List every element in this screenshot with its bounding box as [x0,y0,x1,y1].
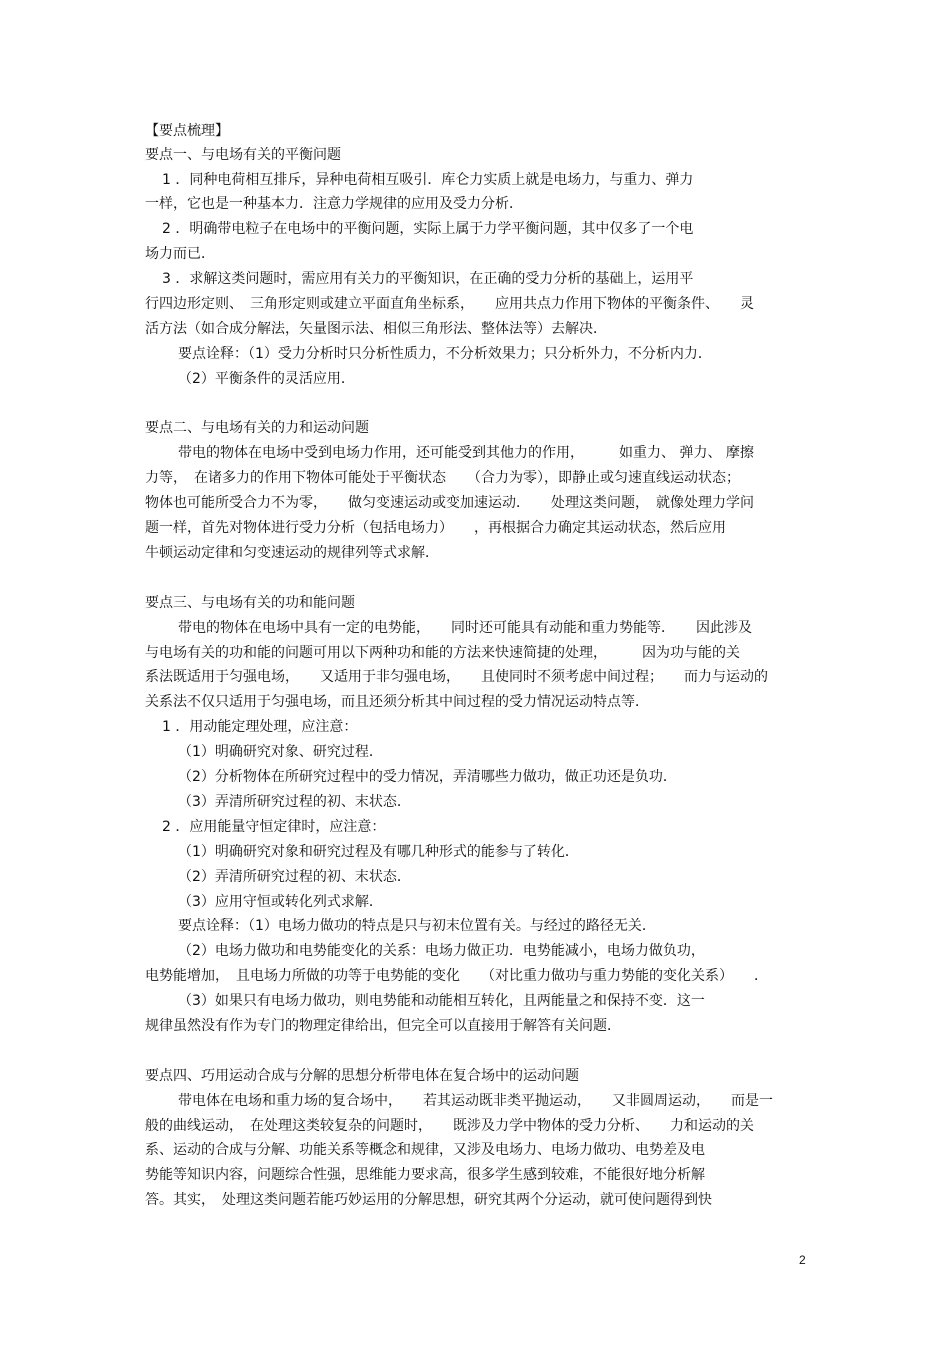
paragraph-line: 活方法（如合成分解法，矢量图示法、相似三角形法、整体法等）去解决． [145,321,607,337]
paragraph-line: 势能等知识内容，问题综合性强，思维能力要求高，很多学生感到较难，不能很好地分析解 [145,1167,705,1183]
paragraph-line: 2 ．明确带电粒子在电场中的平衡问题，实际上属于力学平衡问题，其中仅多了一个电 [162,221,694,237]
paragraph-line: 物体也可能所受合力不为零， 做匀变速运动或变加速运动． 处理这类问题， 就像处理力学问 [145,495,754,511]
paragraph-line: 牛顿运动定律和匀变速运动的规律列等式求解． [145,545,439,561]
list-item: （3）应用守恒或转化列式求解． [178,894,383,910]
section-heading-key-points: 【要点梳理】 [145,123,229,139]
list-item: （3）弄清所研究过程的初、末状态． [178,794,411,810]
note-line: （3）如果只有电场力做功，则电势能和动能相互转化，且两能量之和保持不变．这一 [178,993,705,1009]
paragraph-line: 力等， 在诸多力的作用下物体可能处于平衡状态 （合力为零），即静止或匀速直线运动状态； [145,470,740,486]
paragraph-line: 行四边形定则、 三角形定则或建立平面直角坐标系， 应用共点力作用下物体的平衡条件、 灵 [145,296,754,312]
note-line: （2）电场力做功和电势能变化的关系：电场力做正功．电势能减小，电场力做负功， [178,943,705,959]
heading-point-4: 要点四、巧用运动合成与分解的思想分析带电体在复合场中的运动问题 [145,1068,579,1084]
page-number: 2 [799,1253,806,1267]
paragraph-line: 系法既适用于匀强电场， 又适用于非匀强电场， 且使同时不须考虑中间过程； 而力与运动的 [145,669,768,685]
heading-point-1: 要点一、与电场有关的平衡问题 [145,147,341,163]
heading-point-3: 要点三、与电场有关的功和能问题 [145,595,355,611]
paragraph-line: 关系法不仅只适用于匀强电场，而且还须分析其中间过程的受力情况运动特点等． [145,694,649,710]
list-item: （1）明确研究对象和研究过程及有哪几种形式的能参与了转化． [178,844,579,860]
paragraph-line: 电势能增加， 且电场力所做的功等于电势能的变化 （对比重力做功与重力势能的变化关系） ． [145,968,768,984]
paragraph-line: 带电的物体在电场中受到电场力作用，还可能受到其他力的作用， 如重力、 弹力、 摩擦 [178,445,754,461]
list-item: （2）弄清所研究过程的初、末状态． [178,869,411,885]
note-line: 要点诠释：（1）电场力做功的特点是只与初末位置有关。与经过的路径无关． [178,918,656,934]
paragraph-line: 题一样，首先对物体进行受力分析（包括电场力） ，再根据合力确定其运动状态，然后应用 [145,520,726,536]
paragraph-line: 3 ．求解这类问题时，需应用有关力的平衡知识，在正确的受力分析的基础上，运用平 [162,271,694,287]
paragraph-line: 一样，它也是一种基本力．注意力学规律的应用及受力分析． [145,196,523,212]
list-item: （1）明确研究对象、研究过程． [178,744,383,760]
heading-point-2: 要点二、与电场有关的力和运动问题 [145,420,369,436]
paragraph-line: 带电的物体在电场中具有一定的电势能， 同时还可能具有动能和重力势能等． 因此涉及 [178,620,752,636]
list-item: 1 ．用动能定理处理，应注意： [162,719,358,735]
list-item: 2 ．应用能量守恒定律时，应注意： [162,819,386,835]
paragraph-line: 般的曲线运动， 在处理这类较复杂的问题时， 既涉及力学中物体的受力分析、 力和运动的关 [145,1118,754,1134]
paragraph-line: 系、运动的合成与分解、功能关系等概念和规律，又涉及电场力、电场力做功、电势差及电 [145,1142,705,1158]
note-line: 要点诠释：（1）受力分析时只分析性质力，不分析效果力；只分析外力，不分析内力． [178,346,712,362]
paragraph-line: 1 ．同种电荷相互排斥，异种电荷相互吸引．库仑力实质上就是电场力，与重力、弹力 [162,172,694,188]
list-item: （2）分析物体在所研究过程中的受力情况，弄清哪些力做功，做正功还是负功． [178,769,677,785]
paragraph-line: 带电体在电场和重力场的复合场中， 若其运动既非类平抛运动， 又非圆周运动， 而是一 [178,1093,773,1109]
paragraph-line: 规律虽然没有作为专门的物理定律给出，但完全可以直接用于解答有关问题． [145,1018,621,1034]
paragraph-line: 答。其实， 处理这类问题若能巧妙运用的分解思想，研究其两个分运动，就可使问题得到快 [145,1192,712,1208]
paragraph-line: 与电场有关的功和能的问题可用以下两种功和能的方法来快速简捷的处理， 因为功与能的关 [145,645,740,661]
note-line: （2）平衡条件的灵活应用． [178,371,355,387]
paragraph-line: 场力而已． [145,246,215,262]
